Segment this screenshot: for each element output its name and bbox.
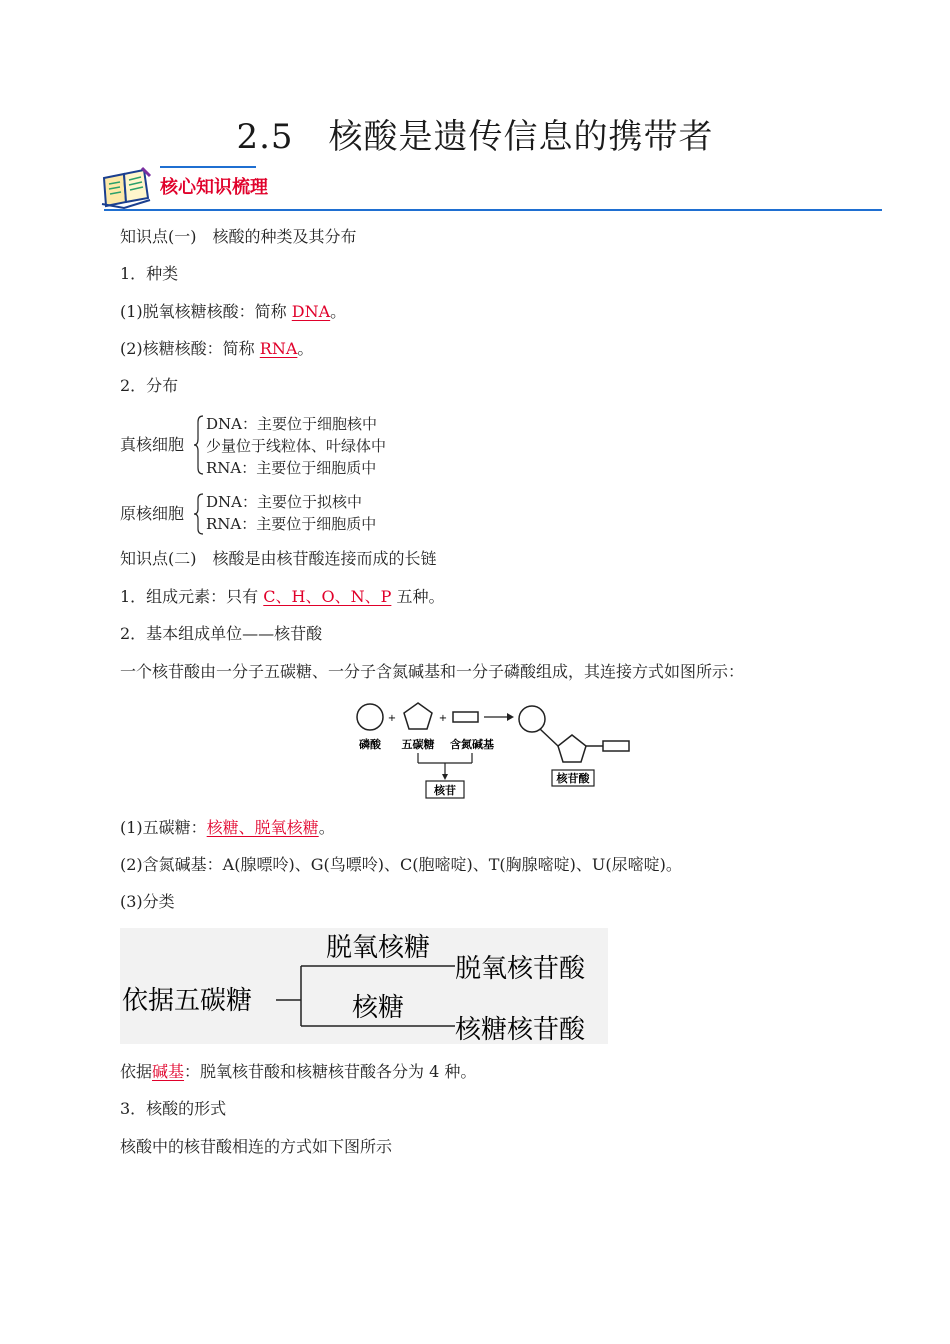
k2-elements-answer: C、H、O、N、P	[263, 587, 392, 606]
nucleoside-label: 核苷	[434, 784, 456, 797]
k2-sugar-line	[120, 815, 335, 841]
leaf-deoxyribonucleotide: 脱氧核苷酸	[455, 954, 586, 984]
pro-item: RNA：主要位于细胞质中	[206, 515, 377, 533]
k1-rna-suffix: 。	[297, 339, 314, 358]
k2-by-suffix: ：脱氧核苷酸和核糖核苷酸各分为 4 种。	[184, 1062, 477, 1081]
section-rule	[104, 209, 882, 211]
page-title: 2.5 核酸是遗传信息的携带者	[236, 117, 714, 157]
sugar-pentagon	[404, 703, 432, 729]
k2-by-prefix: 依据	[120, 1062, 153, 1081]
section-label: 核心知识梳理	[160, 177, 268, 198]
euk-item: DNA：主要位于细胞核中	[206, 415, 377, 433]
pro-item: DNA：主要位于拟核中	[206, 493, 362, 511]
k2-unit-desc: 一个核苷酸由一分子五碳糖、一分子含氮碱基和一分子磷酸组成，其连接方式如图所示：	[120, 662, 745, 681]
euk-item: 少量位于线粒体、叶绿体中	[206, 437, 387, 455]
k1-heading: 知识点(一) 核酸的种类及其分布	[120, 227, 357, 246]
book-icon	[98, 164, 154, 210]
k2-sugar-suffix: 。	[318, 818, 335, 837]
pro-label: 原核细胞	[120, 504, 185, 523]
phosphate-circle	[357, 704, 383, 730]
k1-rna-prefix: (2)核糖核酸：简称	[120, 339, 260, 358]
leaf-ribonucleotide: 核糖核苷酸	[455, 1015, 586, 1044]
plus-sign: +	[438, 713, 448, 724]
k2-by-answer: 碱基	[152, 1062, 185, 1081]
euk-label: 真核细胞	[120, 435, 185, 454]
k1-dna-line	[120, 299, 346, 325]
euk-brace	[193, 414, 205, 476]
nucleotide-sugar	[558, 735, 586, 762]
k1-rna-answer: RNA	[259, 339, 298, 358]
k2-elements-prefix: 1．组成元素：只有	[120, 587, 264, 606]
k2-base-line: (2)含氮碱基：A(腺嘌呤)、G(鸟嘌呤)、C(胞嘧啶)、T(胸腺嘧啶)、U(尿嘧啶)。	[120, 855, 682, 874]
ester-bond	[540, 729, 558, 746]
phosphate-label: 磷酸	[359, 738, 381, 751]
k2-by-base-line	[120, 1059, 476, 1085]
base-label: 含氮碱基	[450, 738, 494, 751]
k2-elements-line	[120, 584, 444, 610]
k1-dna-answer: DNA	[291, 302, 331, 321]
section-top-rule	[160, 166, 256, 168]
k2-sugar-answer: 核糖、脱氧核糖	[206, 818, 319, 837]
classification-root: 依据五碳糖	[122, 986, 253, 1016]
k1-dist-heading: 2．分布	[120, 376, 179, 395]
nucleotide-phosphate	[519, 706, 545, 732]
arrow-head	[507, 713, 514, 721]
classification-figure	[120, 928, 608, 1044]
base-rectangle	[453, 712, 478, 722]
arrow-head	[442, 774, 448, 780]
branch-ribose: 核糖	[351, 993, 405, 1023]
branch-deoxyribose: 脱氧核糖	[325, 933, 431, 963]
nucleotide-base	[603, 741, 629, 751]
nucleoside-bracket	[418, 753, 472, 776]
k2-sugar-prefix: (1)五碳糖：	[120, 818, 207, 837]
k1-dna-prefix: (1)脱氧核糖核酸：简称	[120, 302, 292, 321]
k1-types-heading: 1．种类	[120, 264, 179, 283]
k2-heading: 知识点(二) 核酸是由核苷酸连接而成的长链	[120, 549, 437, 568]
k1-dna-suffix: 。	[330, 302, 347, 321]
sugar-label: 五碳糖	[401, 738, 435, 751]
k2-elements-suffix: 五种。	[391, 587, 445, 606]
k2-class-heading: (3)分类	[120, 892, 175, 911]
nucleotide-label: 核苷酸	[556, 772, 590, 785]
pro-brace	[193, 492, 205, 536]
nucleotide-figure	[350, 700, 640, 804]
plus-sign: +	[387, 713, 397, 724]
k2-unit-heading: 2．基本组成单位——核苷酸	[120, 624, 323, 643]
k2-form-heading: 3．核酸的形式	[120, 1099, 227, 1118]
euk-item: RNA：主要位于细胞质中	[206, 459, 377, 477]
k2-form-desc: 核酸中的核苷酸相连的方式如下图所示	[120, 1137, 393, 1156]
k1-rna-line	[120, 336, 313, 362]
